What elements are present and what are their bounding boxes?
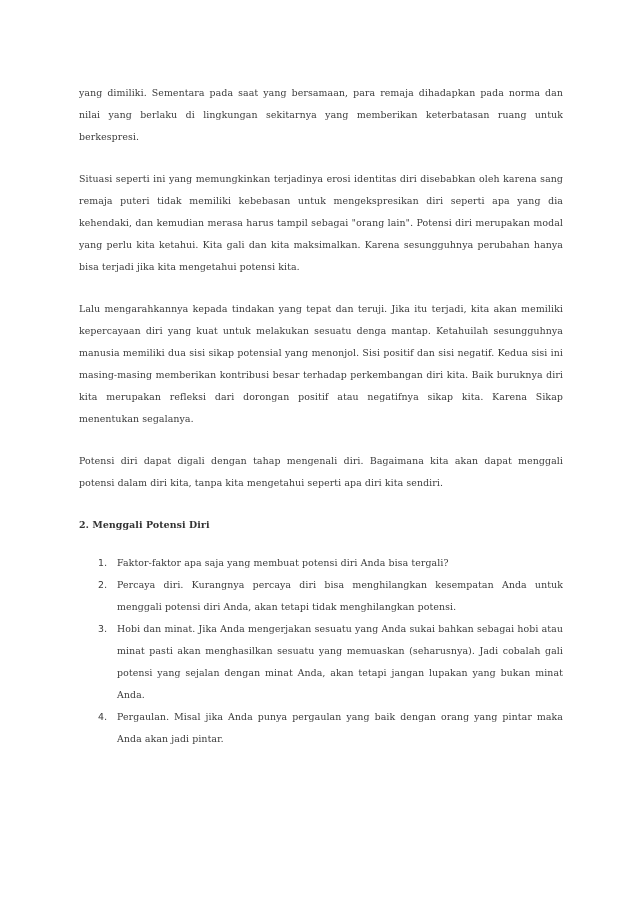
section-heading: 2. Menggali Potensi Diri [79, 520, 210, 531]
paragraph-know-yourself: Potensi diri dapat digali dengan tahap mengenali diri. Bagaimana kita akan dapat menggali potensi dalam diri kita, tanpa kita mengetahui seperti apa diri kita sendiri. [79, 456, 563, 489]
list-item [98, 575, 563, 619]
list-number: 3. [98, 624, 108, 635]
list-number: 1. [98, 558, 108, 569]
list-item-text: Faktor-faktor apa saja yang membuat potensi diri Anda bisa tergali? [117, 558, 449, 569]
paragraph-intro: yang dimiliki. Sementara pada saat yang bersamaan, para remaja dihadapkan pada norma dan nilai yang berlaku di lingkungan sekitarnya yang memberikan keterbatasan ruang untuk berkespresi. [79, 88, 563, 143]
list-item [98, 553, 563, 575]
list-number: 2. [98, 580, 108, 591]
list-item [98, 707, 563, 751]
list-item-text: Percaya diri. Kurangnya percaya diri bisa menghilangkan kesempatan Anda untuk menggali potensi diri Anda, akan tetapi tidak menghilangkan potensi. [117, 580, 563, 613]
list-item [98, 619, 563, 707]
paragraph-identity-erosion: Situasi seperti ini yang memungkinkan terjadinya erosi identitas diri disebabkan oleh karena sang remaja puteri tidak memiliki kebebasan untuk mengekspresikan diri seperti apa yang dia kehendaki, dan kemudian merasa harus tampil sebagai "orang lain". Potensi diri merupakan modal yang perlu kita ketahui. Kita gali dan kita maksimalkan. Karena sesungguhnya perubahan hanya bisa terjadi jika kita mengetahui potensi kita. [79, 174, 563, 273]
list-item-text: Pergaulan. Misal jika Anda punya pergaulan yang baik dengan orang yang pintar maka Anda akan jadi pintar. [117, 712, 563, 745]
list-item-text: Hobi dan minat. Jika Anda mengerjakan sesuatu yang Anda sukai bahkan sebagai hobi atau minat pasti akan menghasilkan sesuatu yang memuaskan (seharusnya). Jadi cobalah gali potensi yang sejalan dengan minat Anda, akan tetapi jangan lupakan yang bukan minat Anda. [117, 624, 563, 701]
paragraph-positive-negative: Lalu mengarahkannya kepada tindakan yang tepat dan teruji. Jika itu terjadi, kita akan memiliki kepercayaan diri yang kuat untuk melakukan sesuatu denga mantap. Ketahuilah sesungguhnya manusia memiliki dua sisi sikap potensial yang menonjol. Sisi positif dan sisi negatif. Kedua sisi ini masing-masing memberikan kontribusi besar terhadap perkembangan diri kita. Baik buruknya diri kita merupakan refleksi dari dorongan positif atau negatifnya sikap kita. Karena Sikap menentukan segalanya. [79, 304, 563, 425]
document-body [79, 83, 563, 751]
list-number: 4. [98, 712, 108, 723]
numbered-list [79, 553, 563, 751]
